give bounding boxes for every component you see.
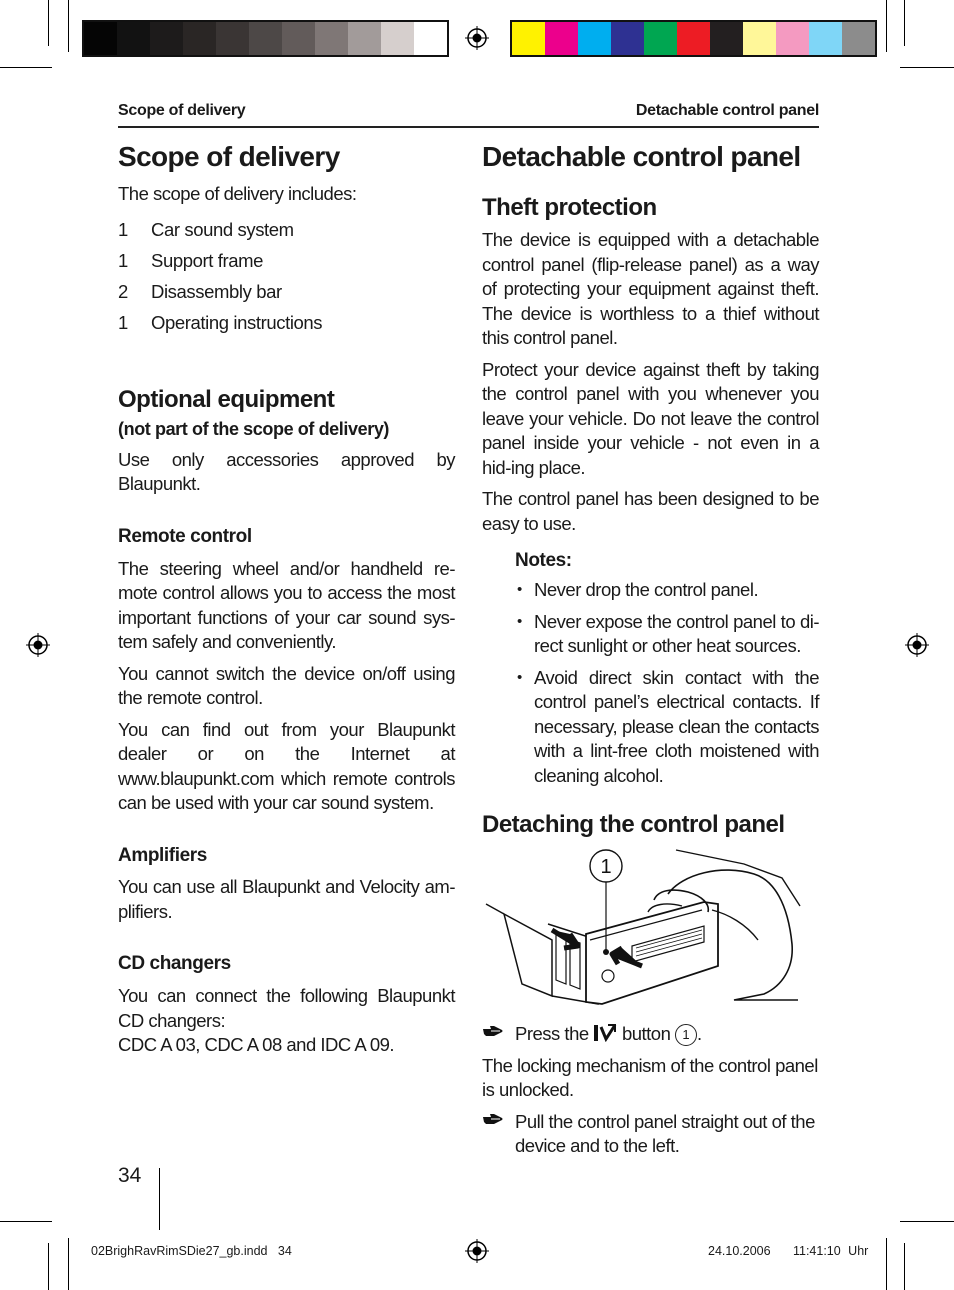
running-header [118, 98, 819, 128]
color-swatch [414, 22, 447, 55]
list-item [118, 307, 455, 338]
running-header-left: Scope of delivery [118, 102, 246, 119]
crop-mark [68, 1238, 69, 1290]
remote-control-paragraph: You can find out from your Blaupunkt dealer or on the Internet at www.blaupunkt.com which remote controls can be used with your car sound system. [118, 718, 455, 814]
amplifiers-text: You can use all Blaupunkt and Velocity am-plifiers. [118, 876, 455, 922]
remote-control-paragraph: The steering wheel and/or handheld re-mote control allows you to access the most important functions of your car sound sys-tem safely and conveniently. [118, 557, 455, 653]
crop-mark [0, 67, 52, 68]
instruction-step [482, 1022, 819, 1047]
crop-mark [900, 67, 954, 68]
page-number: 34 [118, 1164, 142, 1187]
color-swatch [776, 22, 809, 55]
color-swatch [512, 22, 545, 55]
detaching-title: Detaching the control panel [482, 811, 785, 839]
remote-control-paragraph: You cannot switch the device on/off using the remote control. [118, 662, 455, 709]
list-item [118, 245, 455, 276]
optional-equipment-text: Use only accessories approved by Blaupunkt. [118, 448, 455, 495]
note-item: • Never drop the control panel. [515, 578, 819, 603]
cd-changers-title: CD changers [118, 953, 231, 975]
color-swatch [381, 22, 414, 55]
detachable-panel-title: Detachable control panel [482, 141, 801, 172]
step-text: button [621, 1023, 671, 1045]
registration-mark-icon [26, 633, 50, 657]
item-name: Disassembly bar [151, 281, 282, 303]
list-item [118, 214, 455, 245]
release-button-icon [593, 1024, 617, 1042]
note-item: • Never expose the control panel to di-rect sunlight or other heat sources. [515, 610, 819, 659]
item-name: Operating instructions [151, 312, 323, 334]
theft-paragraph: The control panel has been designed to be easy to use. [482, 488, 819, 534]
registration-mark-icon [905, 633, 929, 657]
color-swatch [117, 22, 150, 55]
color-swatch [183, 22, 216, 55]
color-swatch [710, 22, 743, 55]
color-swatch [545, 22, 578, 55]
crop-mark [886, 0, 887, 52]
panel-detach-illustration [482, 844, 819, 1014]
color-swatch [150, 22, 183, 55]
color-swatch [842, 22, 875, 55]
color-swatch [578, 22, 611, 55]
color-swatch [743, 22, 776, 55]
color-swatch [315, 22, 348, 55]
grayscale-calibration-bar [82, 20, 449, 57]
optional-equipment-subtitle: (not part of the scope of delivery) [118, 418, 390, 439]
crop-mark [159, 1168, 160, 1230]
callout-number-badge: 1 [675, 1024, 697, 1046]
item-quantity: 1 [118, 250, 128, 272]
left-column [118, 140, 455, 1065]
color-swatch [348, 22, 381, 55]
crop-mark [904, 1243, 905, 1290]
crop-mark [904, 0, 905, 46]
item-quantity: 2 [118, 281, 128, 303]
item-name: Car sound system [151, 219, 294, 241]
notes-box [515, 550, 819, 788]
theft-protection-title: Theft protection [482, 193, 657, 221]
figure-callout-number: 1 [600, 856, 612, 879]
color-swatch [282, 22, 315, 55]
step-text: Press the [515, 1023, 589, 1045]
crop-mark [68, 0, 69, 52]
pointing-hand-icon [482, 1112, 504, 1126]
theft-paragraph: The device is equipped with a detachable control panel (flip-release panel) as a way of protecting your equipment against theft. The device is worthless to a thief without this control panel. [482, 229, 819, 349]
crop-mark [900, 1221, 954, 1222]
cd-changers-text: You can connect the following Blaupunkt CD changers: [118, 985, 455, 1031]
registration-mark-icon [465, 1239, 489, 1263]
crop-mark [0, 1221, 52, 1222]
color-swatch [677, 22, 710, 55]
color-swatch [809, 22, 842, 55]
cd-changer-models: CDC A 03, CDC A 08 and IDC A 09. [118, 1034, 395, 1056]
running-header-right: Detachable control panel [635, 102, 819, 119]
item-name: Support frame [151, 250, 264, 272]
remote-control-title: Remote control [118, 525, 252, 547]
right-column [482, 140, 819, 1166]
item-quantity: 1 [118, 219, 128, 241]
color-swatch [644, 22, 677, 55]
crop-mark [48, 0, 49, 46]
color-swatch [249, 22, 282, 55]
amplifiers-title: Amplifiers [118, 844, 207, 866]
scope-of-delivery-title: Scope of delivery [118, 141, 340, 172]
color-swatch [611, 22, 644, 55]
notes-title: Notes: [515, 550, 572, 572]
item-quantity: 1 [118, 312, 128, 334]
crop-mark [886, 1238, 887, 1290]
step-text: Pull the control panel straight out of the device and to the left. [515, 1110, 815, 1157]
step-text: . [697, 1023, 702, 1045]
scope-intro: The scope of delivery includes: [118, 182, 357, 204]
slug-filename: 02BrighRavRimSDie27_gb.indd 34 [91, 1244, 292, 1258]
crop-mark [48, 1243, 49, 1290]
pointing-hand-icon [482, 1024, 504, 1038]
color-swatch [84, 22, 117, 55]
list-item [118, 276, 455, 307]
note-item: • Avoid direct skin contact with the control panel’s electrical contacts. If necessary, please clean the contacts with a lint-free cloth moistened with cleaning alcohol. [515, 666, 819, 789]
delivery-items-list [118, 214, 455, 338]
color-calibration-bar [510, 20, 877, 57]
locking-text: The locking mechanism of the control panel is unlocked. [482, 1054, 818, 1101]
instruction-step [482, 1110, 819, 1159]
theft-paragraph: Protect your device against theft by taking the control panel with you whenever you leave your vehicle. Do not leave the control panel inside your vehicle - not even in a hid-ing place. [482, 358, 819, 478]
registration-mark-icon [465, 26, 489, 50]
slug-timestamp: 24.10.2006 11:41:10 Uhr [708, 1244, 869, 1258]
optional-equipment-title: Optional equipment [118, 386, 335, 414]
color-swatch [216, 22, 249, 55]
